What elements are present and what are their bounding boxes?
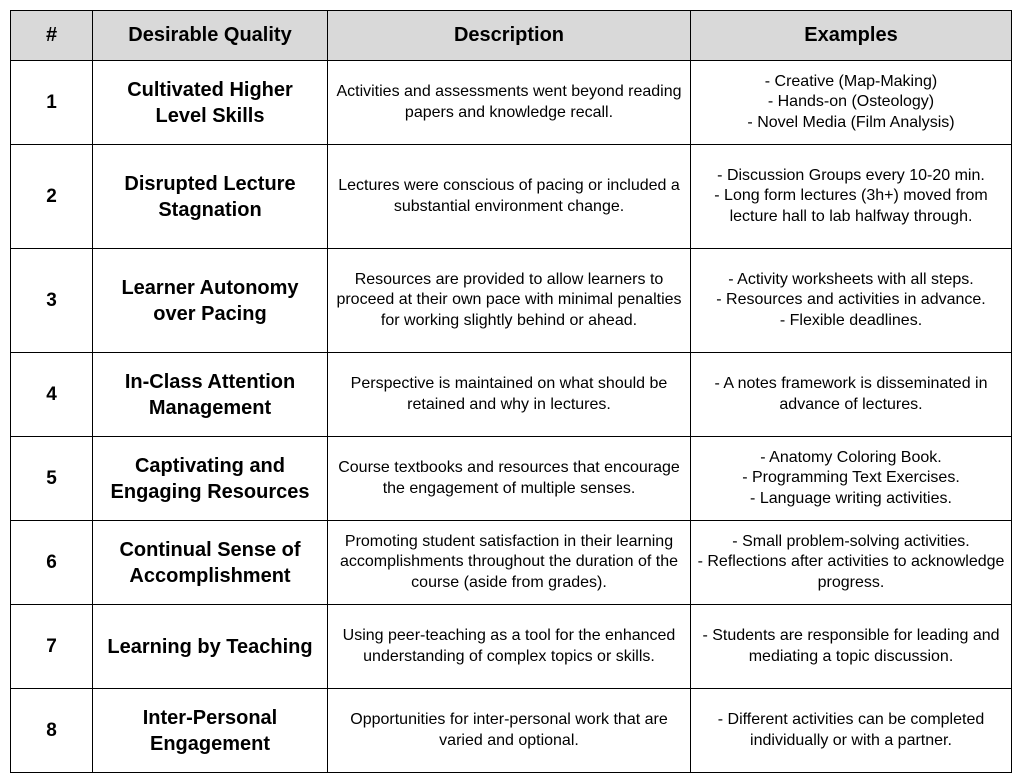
example-line: - Different activities can be completed individually or with a partner. [717, 711, 985, 749]
row-examples [691, 145, 1012, 249]
row-description: Lectures were conscious of pacing or included a substantial environment change. [328, 145, 691, 249]
row-description: Course textbooks and resources that encourage the engagement of multiple senses. [328, 437, 691, 521]
row-description: Promoting student satisfaction in their learning accomplishments throughout the duration of the course (aside from grades). [328, 521, 691, 605]
example-line: - Language writing activities. [750, 489, 952, 507]
row-quality: Disrupted Lecture Stagnation [93, 145, 328, 249]
row-quality: Learning by Teaching [93, 605, 328, 689]
row-number: 8 [11, 689, 93, 773]
row-number: 3 [11, 249, 93, 353]
row-quality: Continual Sense of Accomplishment [93, 521, 328, 605]
example-line: - Flexible deadlines. [779, 311, 923, 329]
row-examples [691, 605, 1012, 689]
example-line: - Resources and activities in advance. [716, 291, 986, 309]
table-row [11, 689, 1012, 773]
table-row [11, 353, 1012, 437]
row-examples [691, 521, 1012, 605]
row-number: 5 [11, 437, 93, 521]
example-line: - Discussion Groups every 10-20 min. [717, 166, 985, 184]
row-number: 4 [11, 353, 93, 437]
header-row [11, 11, 1012, 61]
table-row [11, 249, 1012, 353]
desirable-qualities-table [10, 10, 1012, 773]
header-examples: Examples [691, 11, 1012, 61]
row-number: 7 [11, 605, 93, 689]
row-description: Opportunities for inter-personal work that are varied and optional. [328, 689, 691, 773]
row-examples [691, 353, 1012, 437]
row-examples [691, 61, 1012, 145]
table-row [11, 521, 1012, 605]
header-number: # [11, 11, 93, 61]
row-description: Activities and assessments went beyond reading papers and knowledge recall. [328, 61, 691, 145]
example-line: - Hands-on (Osteology) [767, 93, 935, 111]
row-quality: Captivating and Engaging Resources [93, 437, 328, 521]
row-description: Perspective is maintained on what should be retained and why in lectures. [328, 353, 691, 437]
row-quality: Inter-Personal Engagement [93, 689, 328, 773]
example-line: - Creative (Map-Making) [764, 72, 938, 90]
header-quality: Desirable Quality [93, 11, 328, 61]
row-description: Using peer-teaching as a tool for the enhanced understanding of complex topics or skills. [328, 605, 691, 689]
example-line: - Students are responsible for leading and mediating a topic discussion. [702, 627, 1000, 665]
row-quality: Cultivated Higher Level Skills [93, 61, 328, 145]
row-number: 1 [11, 61, 93, 145]
table-header [11, 11, 1012, 61]
row-examples [691, 249, 1012, 353]
example-line: - Anatomy Coloring Book. [760, 448, 942, 466]
row-number: 2 [11, 145, 93, 249]
example-line: - Activity worksheets with all steps. [728, 270, 974, 288]
example-line: - Small problem-solving activities. [732, 532, 970, 550]
row-quality: Learner Autonomy over Pacing [93, 249, 328, 353]
table-row [11, 437, 1012, 521]
row-examples [691, 437, 1012, 521]
table-body [11, 61, 1012, 773]
example-line: - Novel Media (Film Analysis) [747, 113, 955, 131]
example-line: - A notes framework is disseminated in advance of lectures. [714, 375, 988, 413]
example-line: - Reflections after activities to acknowledge progress. [697, 553, 1005, 591]
table-row [11, 145, 1012, 249]
example-line: - Long form lectures (3h+) moved from lecture hall to lab halfway through. [714, 187, 988, 225]
table-row [11, 605, 1012, 689]
example-line: - Programming Text Exercises. [742, 469, 960, 487]
row-description: Resources are provided to allow learners to proceed at their own pace with minimal penalties for working slightly behind or ahead. [328, 249, 691, 353]
row-examples [691, 689, 1012, 773]
row-quality: In-Class Attention Management [93, 353, 328, 437]
table-row [11, 61, 1012, 145]
header-description: Description [328, 11, 691, 61]
row-number: 6 [11, 521, 93, 605]
